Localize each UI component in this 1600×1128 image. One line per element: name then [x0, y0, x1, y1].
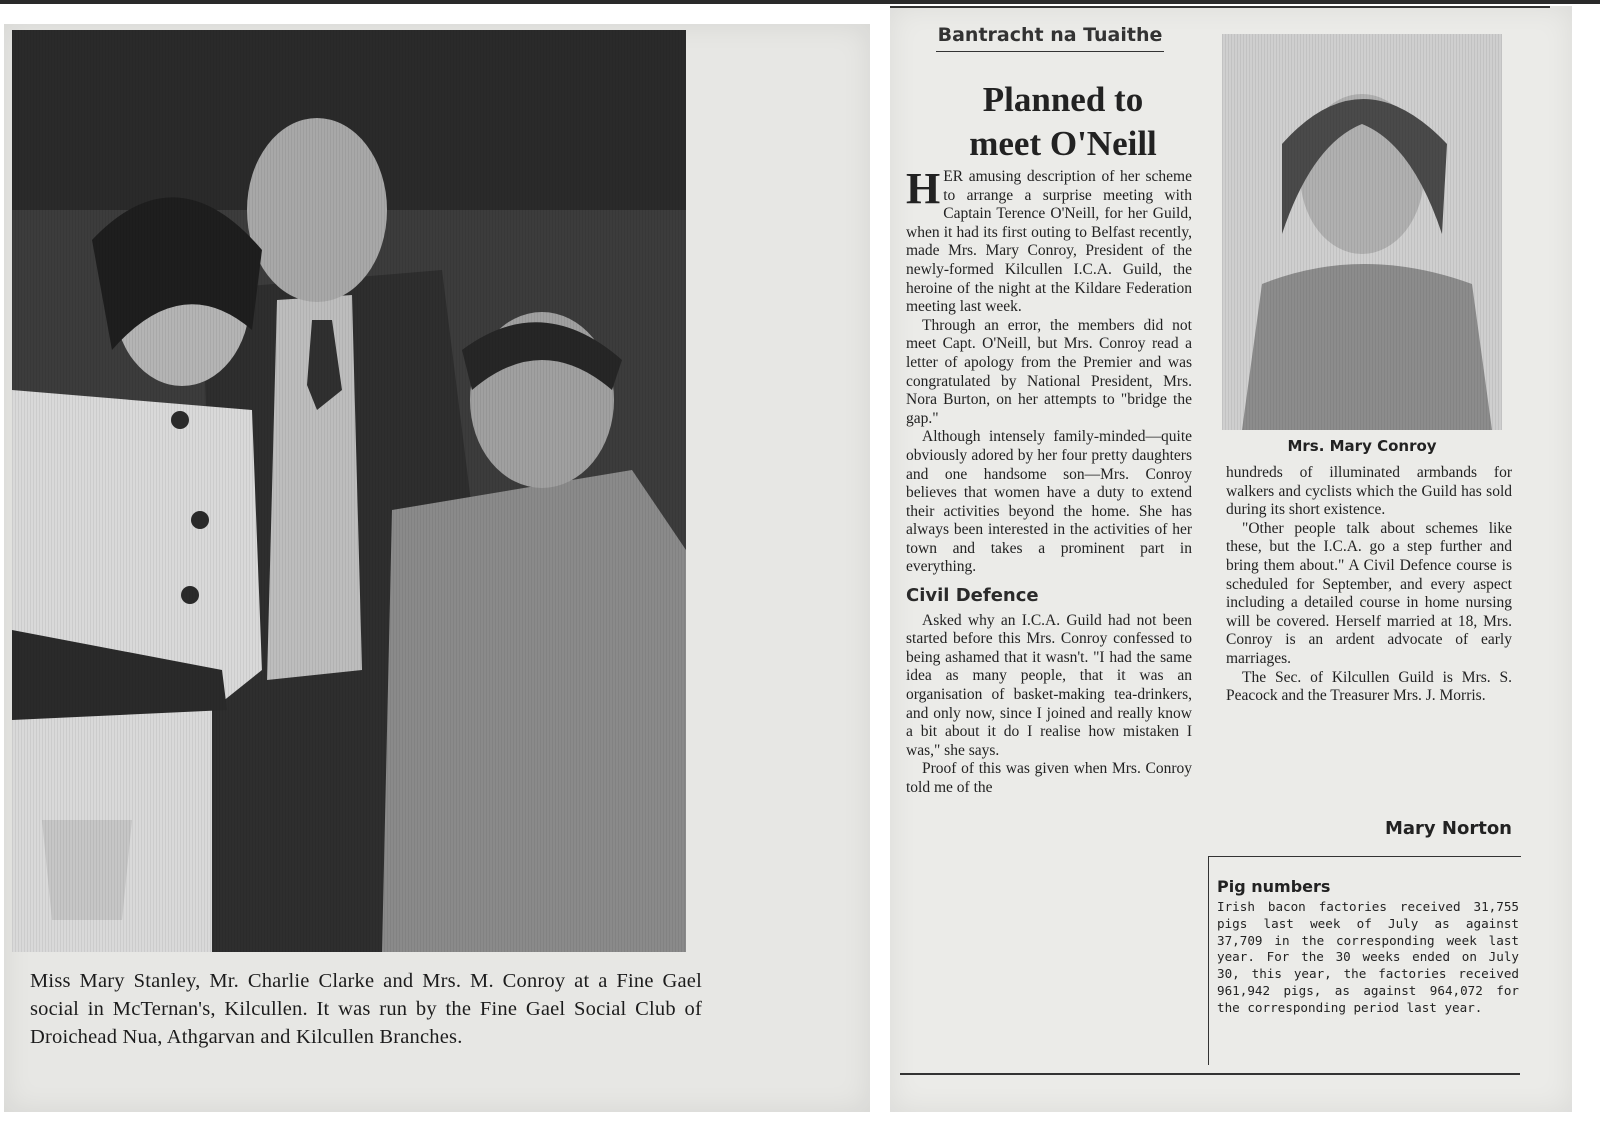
- section-kicker: Bantracht na Tuaithe: [936, 24, 1164, 52]
- article-paragraph: HER amusing description of her scheme to arrange a surprise meeting with Captain Terence O'Neill, for her Guild, when it had its first outing to Belfast recently, made Mrs. Mary Conroy, President of the newly-formed Kilcullen I.C.A. Guild, the heroine of the night at the Kildare Federation meeting last week.: [906, 164, 1192, 316]
- author-byline: Mary Norton: [1384, 818, 1512, 839]
- pig-numbers-box: [1208, 856, 1521, 1065]
- pig-numbers-text: Irish bacon factories received 31,755 pigs last week of July as against 37,709 in the corresponding week last year. For the 30 weeks ended on July 30, this year, the factories received 961,942 pigs, as against 964,072 for the corresponding period last year.: [1217, 899, 1519, 1015]
- right-newspaper-clipping: [890, 6, 1572, 1112]
- photo-caption: Miss Mary Stanley, Mr. Charlie Clarke and Mrs. M. Conroy at a Fine Gael social in McTernan's, Kilcullen. It was run by the Fine Gael Social Club of Droichead Nua, Athgarvan and Kilcullen Branches.: [30, 970, 702, 1048]
- article-paragraph: Although intensely family-minded—quite obviously adored by her four pretty daughters and one handsome son—Mrs. Conroy believes that women have a duty to extend their activities beyond the home. She has always been interested in the activities of her town and takes a prominent part in everything.: [906, 428, 1192, 576]
- drop-cap: H: [906, 164, 941, 213]
- subheading: Civil Defence: [906, 585, 1039, 607]
- article-paragraph: hundreds of illuminated armbands for walkers and cyclists which the Guild has sold during its short existence.: [1226, 464, 1512, 519]
- portrait-photograph: [1222, 34, 1502, 430]
- article-paragraph: "Other people talk about schemes like these, but the I.C.A. go a step further and bring them about." A Civil Defence course is scheduled for September, and every aspect including a detailed course in home nursing will be covered. Herself married at 18, Mrs. Conroy is an ardent advocate of early marriages.: [1226, 519, 1512, 667]
- article-column-1: [906, 164, 1192, 798]
- photo-illustration: [12, 30, 686, 952]
- article-paragraph: Proof of this was given when Mrs. Conroy told me of the: [906, 760, 1192, 796]
- article-paragraph: The Sec. of Kilcullen Guild is Mrs. S. Peacock and the Treasurer Mrs. J. Morris.: [1226, 668, 1512, 705]
- article-paragraph: Through an error, the members did not meet Capt. O'Neill, but Mrs. Conroy read a letter of apology from the Premier and was congratulated by National President, Mrs. Nora Burton, on her attempts to "bridge the gap.": [906, 316, 1192, 427]
- article-paragraph: Asked why an I.C.A. Guild had not been started before this Mrs. Conroy confessed to being ashamed that it wasn't. "I had the same idea as many people, that it was an organisation of basket-making tea-drinkers, and only now, since I joined and really know a bit about it do I realise how mistaken I was," she says.: [906, 611, 1192, 759]
- portrait-caption: Mrs. Mary Conroy: [1287, 437, 1437, 455]
- scan-top-edge: [0, 0, 1600, 4]
- article-headline: [918, 78, 1208, 166]
- column-rule: [890, 6, 1550, 8]
- article-column-2: [1226, 464, 1512, 706]
- group-photograph: [12, 30, 686, 952]
- left-newspaper-clipping: [4, 24, 870, 1112]
- headline-line-1: Planned to: [982, 80, 1144, 119]
- portrait-illustration: [1222, 34, 1502, 430]
- pig-numbers-heading: Pig numbers: [1217, 877, 1331, 896]
- bottom-rule: [900, 1073, 1520, 1075]
- headline-line-2: meet O'Neill: [969, 124, 1157, 163]
